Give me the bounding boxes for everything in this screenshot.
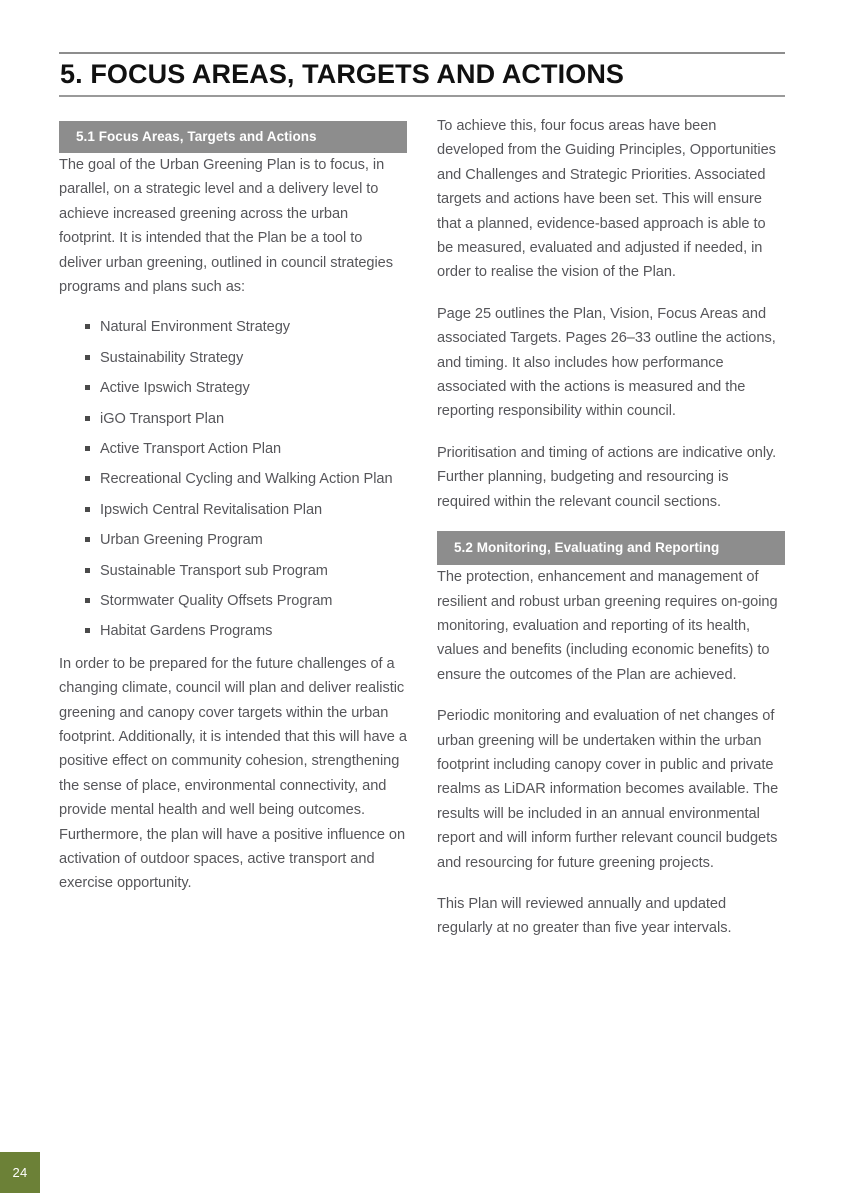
list-item-label: Sustainability Strategy <box>100 349 244 366</box>
bullet-square-icon <box>85 476 90 481</box>
section-heading-5-1: 5.1 Focus Areas, Targets and Actions <box>59 121 407 153</box>
bullet-square-icon <box>85 507 90 512</box>
list-item <box>59 621 407 641</box>
section-heading-5-2: 5.2 Monitoring, Evaluating and Reporting <box>437 531 785 565</box>
right-paragraph-5: Periodic monitoring and evaluation of net changes of urban greening will be undertaken within the urban footprint including canopy cover in public and private realms as LiDAR information becomes available. The results will be included in an annual environmental report and will inform further relevant council budgets and resourcing for future greening projects. <box>437 708 779 871</box>
bullet-square-icon <box>85 324 90 329</box>
list-item <box>59 469 407 489</box>
right-paragraph-4: The protection, enhancement and management of resilient and robust urban greening requires on-going monitoring, evaluation and reporting of its health, values and benefits (including economic benefits) to ensure the outcomes of the Plan are achieved. <box>437 569 778 683</box>
bullet-square-icon <box>85 355 90 360</box>
title-rule-bottom <box>59 95 785 97</box>
list-item-label: Active Ipswich Strategy <box>100 380 250 397</box>
list-item <box>59 378 407 398</box>
left-intro-paragraph: The goal of the Urban Greening Plan is to focus, in parallel, on a strategic level and a delivery level to achieve increased greening across the urban footprint. It is intended that the Plan be a tool to deliver urban greening, outlined in council strategies programs and plans such as: <box>59 157 393 296</box>
bullet-square-icon <box>85 568 90 573</box>
list-item-label: Ipswich Central Revitalisation Plan <box>100 501 323 518</box>
list-item <box>59 348 407 368</box>
list-item <box>59 530 407 550</box>
list-item-label: iGO Transport Plan <box>100 410 225 427</box>
bullet-square-icon <box>85 628 90 633</box>
bullet-square-icon <box>85 537 90 542</box>
bullet-square-icon <box>85 385 90 390</box>
list-item <box>59 409 407 429</box>
page-title: 5. FOCUS AREAS, TARGETS AND ACTIONS <box>60 59 625 89</box>
left-closing-paragraph: In order to be prepared for the future challenges of a changing climate, council will plan and deliver realistic greening and canopy cover targets within the urban footprint. Additionally, it is intended that this will have a positive effect on community cohesion, strengthening the sense of place, environmental connectivity, and provide mental health and well being outcomes. Furthermore, the plan will have a positive influence on activation of outdoor spaces, active transport and exercise opportunity. <box>59 655 407 892</box>
list-item-label: Sustainable Transport sub Program <box>100 562 328 579</box>
right-paragraph-3: Prioritisation and timing of actions are indicative only. Further planning, budgeting and resourcing is required within the relevant council sections. <box>437 444 777 510</box>
list-item <box>59 561 407 581</box>
bullet-square-icon <box>85 416 90 421</box>
left-column <box>59 121 407 896</box>
list-item <box>59 317 407 337</box>
page-number-tab: 24 <box>0 1152 40 1193</box>
right-paragraph-1: To achieve this, four focus areas have been developed from the Guiding Principles, Opportunities and Challenges and Strategic Priorities. Associated targets and actions have been set. This will ensure that a planned, evidence-based approach is able to be measured, evaluated and adjusted if needed, in order to realise the vision of the Plan. <box>437 118 776 281</box>
right-paragraph-6: This Plan will reviewed annually and updated regularly at no greater than five year intervals. <box>437 895 732 937</box>
list-item <box>59 591 407 611</box>
list-item <box>59 439 407 459</box>
right-column <box>437 114 785 958</box>
strategies-list <box>59 317 407 641</box>
bullet-square-icon <box>85 598 90 603</box>
list-item-label: Urban Greening Program <box>100 532 263 549</box>
page-title-block <box>59 52 785 97</box>
list-item-label: Habitat Gardens Programs <box>100 623 273 640</box>
list-item-label: Natural Environment Strategy <box>100 319 291 336</box>
list-item-label: Recreational Cycling and Walking Action Plan <box>100 471 393 488</box>
list-item-label: Stormwater Quality Offsets Program <box>100 592 333 609</box>
list-item-label: Active Transport Action Plan <box>100 441 282 457</box>
right-paragraph-2: Page 25 outlines the Plan, Vision, Focus Areas and associated Targets. Pages 26–33 outline the actions, and timing. It also includes how performance associated with the actions is measured and the reporting responsibility within council. <box>437 305 776 420</box>
bullet-square-icon <box>85 446 90 451</box>
list-item <box>59 500 407 520</box>
